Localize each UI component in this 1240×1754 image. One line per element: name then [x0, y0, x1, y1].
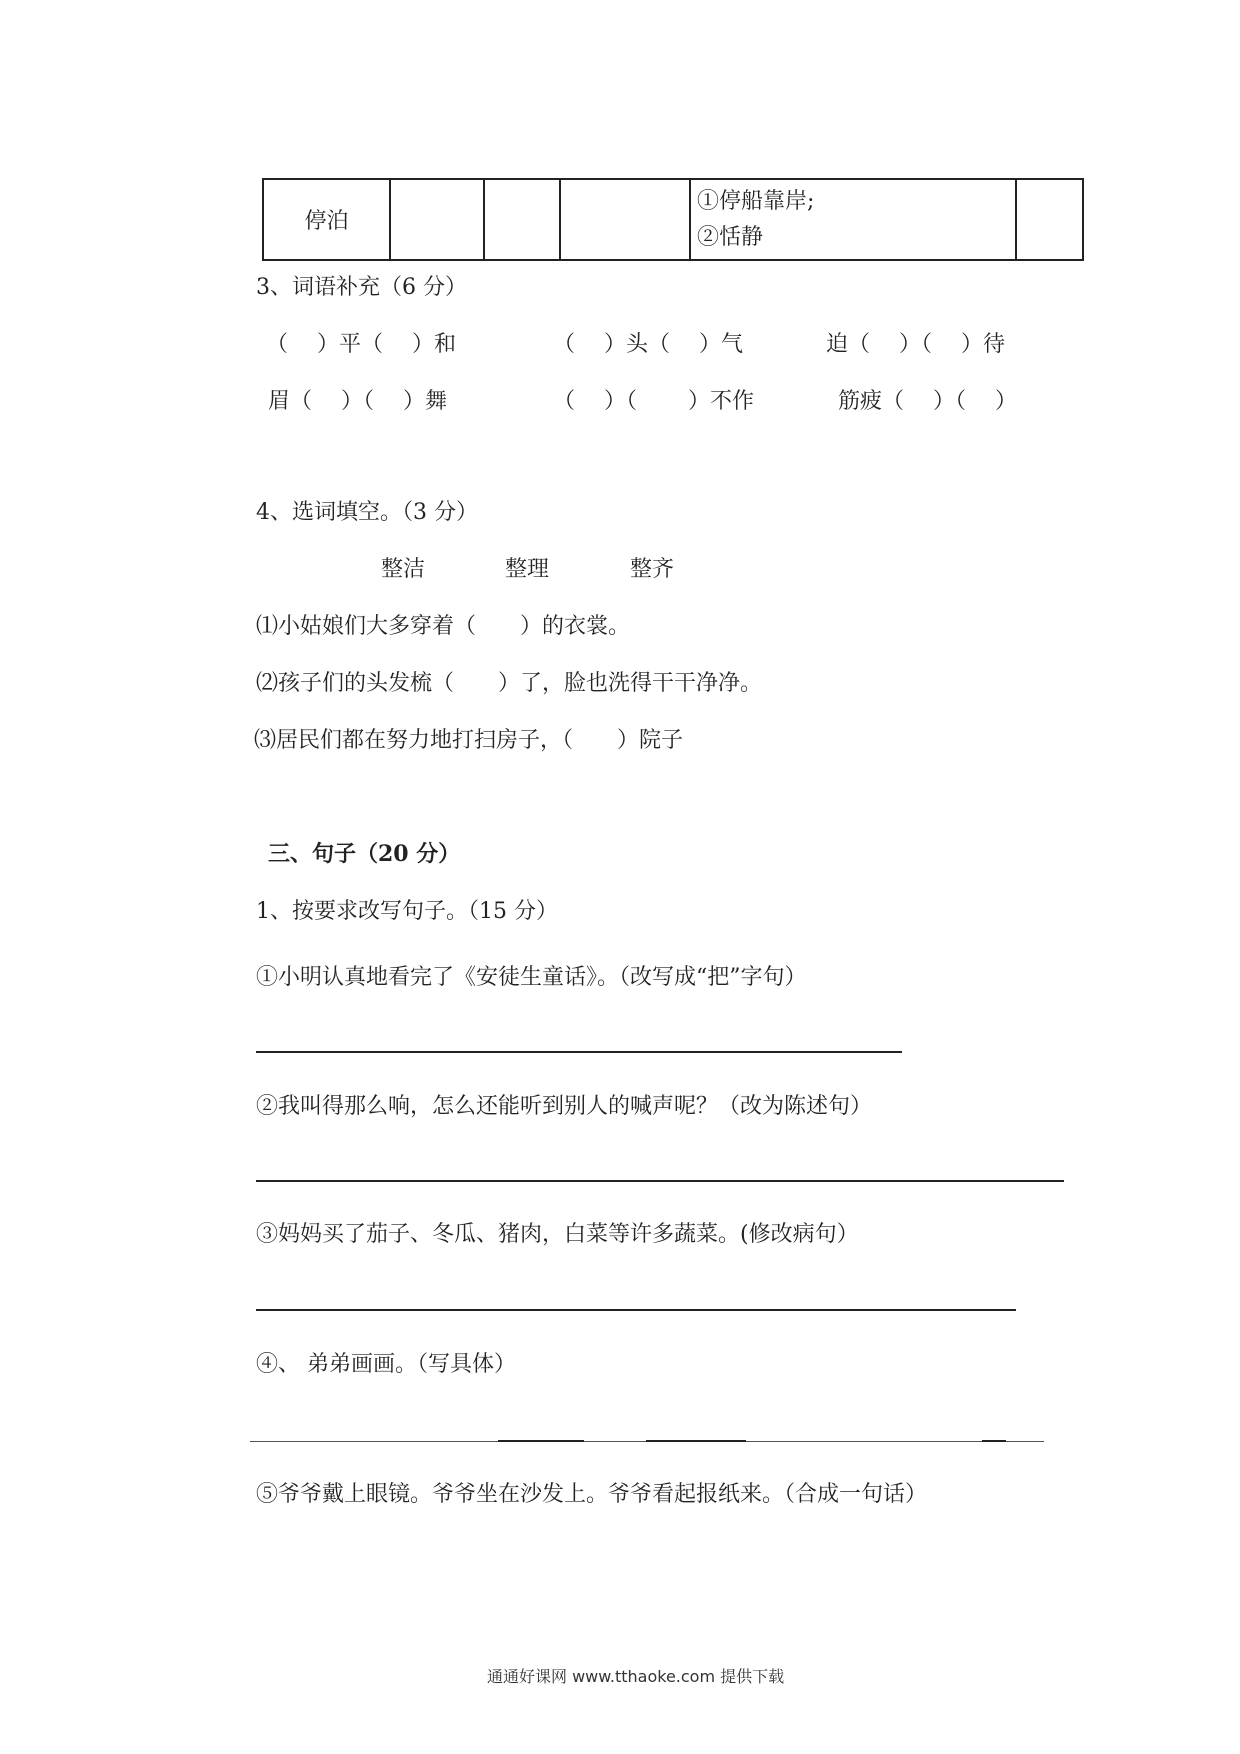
q3-blank-5: （ ）（ ）不作: [553, 389, 754, 414]
rewrite-item-5: ⑤爷爷戴上眼镜。爷爷坐在沙发上。爷爷看起报纸来。（合成一句话）: [256, 1482, 928, 1507]
table-blank-cell: [390, 179, 484, 260]
answer-line-2: [256, 1180, 1064, 1182]
answer-line-4-segment: [646, 1440, 746, 1442]
q3-blank-2: （ ）头（ ）气: [553, 332, 743, 357]
q4-item-1: ⑴小姑娘们大多穿着（ ）的衣裳。: [256, 614, 631, 639]
answer-line-4-segment: [982, 1440, 1006, 1442]
answer-line-4-segment: [498, 1440, 584, 1442]
rewrite-item-4: ④、 弟弟画画。（写具体）: [256, 1352, 516, 1377]
table-blank-cell: [484, 179, 560, 260]
section3-title: 三、句子（20 分）: [268, 841, 461, 867]
rewrite-item-2: ②我叫得那么响，怎么还能听到别人的喊声呢？（改为陈述句）: [256, 1094, 873, 1119]
definition-2: ②恬静: [697, 224, 764, 250]
table-blank-cell: [1016, 179, 1083, 260]
definition-1: ①停船靠岸;: [697, 188, 815, 214]
table-word: 停泊: [304, 209, 349, 234]
q3-blank-3: 迫（ ）（ ）待: [826, 332, 1005, 357]
q4-title: 4、选词填空。（3 分）: [256, 500, 478, 525]
answer-line-3: [256, 1309, 1016, 1311]
table-word-cell: [263, 179, 390, 260]
rewrite-item-1: ①小明认真地看完了《安徒生童话》。（改写成“把”字句）: [256, 965, 807, 990]
q4-item-2: ⑵孩子们的头发梳（ ）了，脸也洗得干干净净。: [256, 671, 763, 696]
q4-choice-2: 整理: [505, 557, 550, 582]
rewrite-item-3: ③妈妈买了茄子、冬瓜、猪肉，白菜等许多蔬菜。(修改病句）: [256, 1222, 859, 1247]
section3-subtitle: 1、按要求改写句子。（15 分）: [256, 899, 558, 924]
q4-item-3: ⑶居民们都在努力地打扫房子，（ ）院子: [254, 728, 684, 753]
q3-title: 3、词语补充（6 分）: [256, 275, 467, 300]
table-blank-cell: [560, 179, 690, 260]
q4-choice-1: 整洁: [381, 557, 426, 582]
q3-blank-4: 眉（ ）（ ）舞: [268, 389, 447, 414]
q3-blank-6: 筋疲（ ）（ ）: [838, 389, 1017, 414]
q4-choice-3: 整齐: [630, 557, 675, 582]
q3-blank-1: （ ）平（ ）和: [266, 332, 456, 357]
table-definition-cell: [690, 179, 1016, 260]
answer-line-1: [256, 1051, 902, 1053]
dictionary-table: [262, 178, 1084, 261]
page-footer: 通通好课网 www.tthaoke.com 提供下载: [487, 1667, 785, 1686]
